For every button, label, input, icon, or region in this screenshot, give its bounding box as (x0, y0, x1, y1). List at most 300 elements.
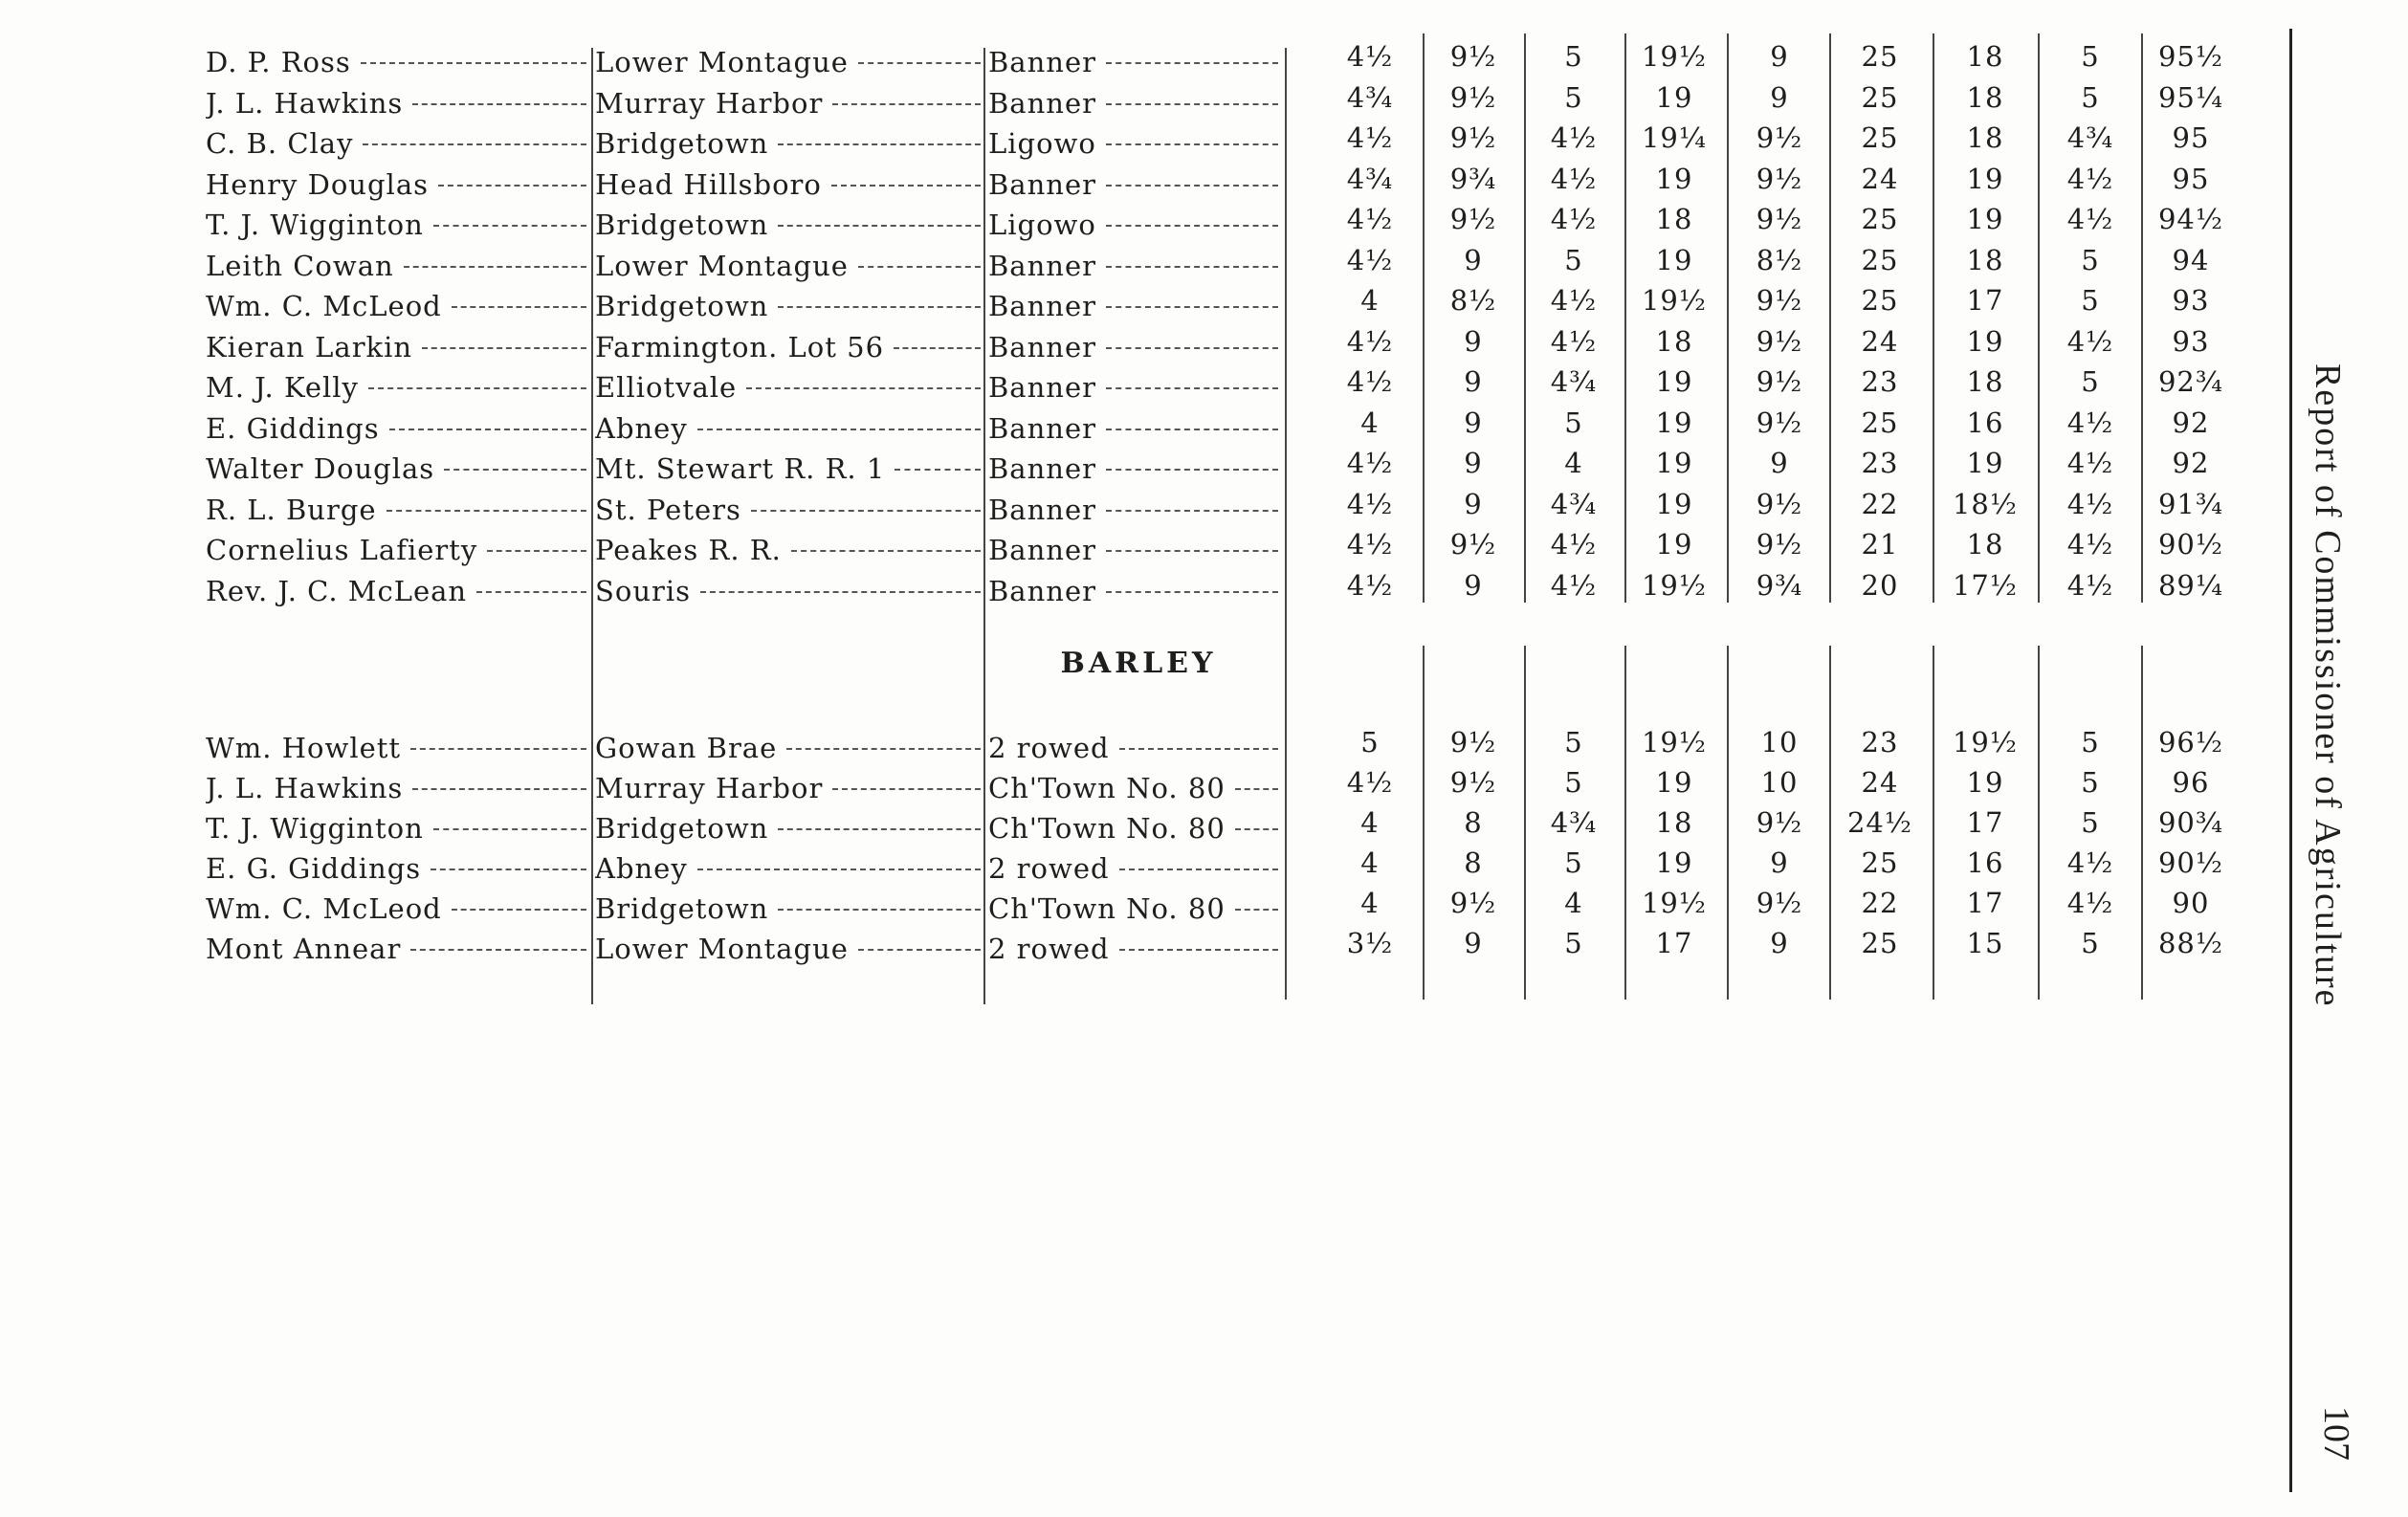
score-cell: 19 (1655, 80, 1693, 114)
score-cell: 25 (1861, 846, 1899, 879)
dot-leader (1106, 185, 1278, 187)
score-cell: 19 (1655, 162, 1693, 195)
score-cell: 4½ (2066, 203, 2114, 235)
grower-location (595, 812, 983, 845)
score-cell: 4½ (1346, 568, 1394, 602)
dot-leader (858, 62, 981, 64)
grain-variety (988, 452, 1280, 485)
grain-variety (988, 732, 1280, 764)
dot-leader (746, 387, 981, 389)
grower-location (595, 371, 983, 404)
score-cell: 19 (1966, 162, 2004, 195)
score-cell: 18½ (1952, 487, 2018, 520)
grain-variety (988, 852, 1280, 885)
score-cell: 19 (1655, 406, 1693, 439)
score-cell: 19 (1655, 766, 1693, 799)
grain-variety-text: Banner (988, 534, 1096, 566)
grain-variety (988, 412, 1280, 445)
grower-name (206, 732, 588, 764)
grain-variety-text: Banner (988, 411, 1096, 445)
dot-leader (791, 550, 981, 552)
score-cell: 4½ (1346, 40, 1394, 73)
dot-leader (786, 748, 981, 750)
dot-leader (1106, 550, 1278, 552)
score-cell: 8½ (1756, 243, 1803, 276)
score-cell: 18 (1966, 365, 2004, 398)
grower-name-text: Rev. J. C. McLean (206, 574, 468, 607)
running-title: Report of Commissioner of Agriculture (2308, 363, 2348, 1008)
dot-leader (858, 266, 981, 268)
score-cell: 4½ (2066, 162, 2114, 195)
score-cell: 4½ (1550, 528, 1598, 561)
grain-variety (988, 87, 1280, 120)
dot-leader (476, 591, 586, 593)
score-cell: 25 (1861, 284, 1899, 317)
score-cell: 18 (1966, 80, 2004, 114)
grower-name (206, 127, 588, 160)
score-cell: 21 (1861, 528, 1899, 561)
grower-location-text: Lower Montague (595, 933, 849, 965)
grower-location (595, 933, 983, 965)
grower-name (206, 575, 588, 607)
grower-location-text: Gowan Brae (595, 732, 778, 764)
dot-leader (1106, 103, 1278, 105)
dot-leader (1235, 909, 1278, 911)
score-cell: 15 (1966, 927, 2004, 959)
score-cell: 19½ (1641, 726, 1707, 758)
dot-leader (778, 828, 981, 830)
score-cell: 9½ (1756, 284, 1803, 317)
score-cell: 19 (1655, 243, 1693, 276)
score-cell: 23 (1861, 365, 1899, 398)
score-cell: 4½ (1346, 324, 1394, 358)
grower-name (206, 933, 588, 965)
column-divider (591, 48, 593, 1004)
score-total: 93 (2172, 284, 2210, 317)
column-divider (2038, 646, 2040, 1000)
score-cell: 4½ (1346, 447, 1394, 479)
dot-leader (751, 510, 981, 512)
score-cell: 5 (2081, 726, 2100, 758)
score-cell: 9 (1464, 243, 1483, 276)
grower-location-text: Peakes R. R. (595, 534, 782, 566)
column-divider (1285, 48, 1287, 1000)
grower-location-text: St. Peters (595, 493, 741, 526)
grower-location (595, 87, 983, 120)
score-cell: 4¾ (1550, 365, 1598, 398)
grain-variety (988, 46, 1280, 78)
grain-variety-text: Banner (988, 452, 1096, 485)
score-cell: 4½ (2066, 447, 2114, 479)
score-total: 92 (2172, 406, 2210, 439)
grain-variety-text: Banner (988, 86, 1096, 120)
grower-location-text: Abney (595, 411, 688, 445)
grain-variety (988, 575, 1280, 607)
dot-leader (387, 510, 586, 512)
score-cell: 24 (1861, 766, 1899, 799)
score-cell: 9½ (1449, 887, 1497, 919)
grower-location-text: Lower Montague (595, 46, 849, 78)
score-cell: 4½ (1346, 121, 1394, 154)
score-cell: 17 (1966, 887, 2004, 919)
grower-location (595, 494, 983, 526)
column-divider (1524, 646, 1526, 1000)
score-cell: 25 (1861, 121, 1899, 154)
grower-name (206, 852, 588, 885)
grower-location (595, 412, 983, 445)
grain-variety-text: Banner (988, 167, 1096, 201)
score-cell: 5 (2081, 365, 2100, 398)
score-cell: 4½ (1346, 203, 1394, 235)
score-cell: 20 (1861, 568, 1899, 602)
score-cell: 9½ (1756, 487, 1803, 520)
score-cell: 9½ (1756, 528, 1803, 561)
grower-name-text: T. J. Wigginton (206, 209, 424, 241)
score-cell: 4 (1360, 887, 1380, 919)
score-cell: 24 (1861, 162, 1899, 195)
grower-name (206, 46, 588, 78)
dot-leader (438, 185, 586, 187)
grower-name-text: J. L. Hawkins (206, 772, 404, 804)
grower-location (595, 168, 983, 201)
dot-leader (832, 103, 981, 105)
score-cell: 5 (1564, 766, 1583, 799)
score-cell: 5 (2081, 927, 2100, 959)
dot-leader (363, 143, 586, 145)
grower-name (206, 250, 588, 282)
grain-variety (988, 534, 1280, 566)
grower-location (595, 290, 983, 322)
dot-leader (778, 225, 981, 227)
dot-leader (832, 788, 981, 790)
grower-location (595, 452, 983, 485)
score-cell: 4½ (1550, 162, 1598, 195)
score-cell: 4½ (1346, 528, 1394, 561)
grower-location-text: Abney (595, 852, 688, 885)
score-cell: 9 (1464, 487, 1483, 520)
grower-name-text: E. G. Giddings (206, 852, 422, 885)
grower-location (595, 209, 983, 241)
score-cell: 18 (1966, 40, 2004, 73)
dot-leader (1106, 225, 1278, 227)
grain-variety (988, 127, 1280, 160)
column-divider (1524, 33, 1526, 603)
score-cell: 5 (1564, 40, 1583, 73)
score-cell: 4½ (1550, 121, 1598, 154)
score-cell: 24½ (1846, 806, 1912, 839)
score-cell: 5 (2081, 806, 2100, 839)
grower-name-text: E. Giddings (206, 411, 380, 445)
column-divider (1423, 646, 1425, 1000)
score-cell: 5 (1564, 927, 1583, 959)
score-cell: 5 (1564, 846, 1583, 879)
score-cell: 9¾ (1449, 162, 1497, 195)
score-cell: 5 (1564, 406, 1583, 439)
grower-name (206, 290, 588, 322)
score-cell: 5 (1564, 243, 1583, 276)
column-divider (1727, 33, 1729, 603)
score-cell: 9 (1770, 447, 1789, 479)
score-cell: 9 (1464, 324, 1483, 358)
dot-leader (422, 347, 586, 349)
score-total: 88½ (2157, 927, 2223, 959)
barley-heading: BARLEY (1060, 647, 1217, 680)
score-cell: 9 (1464, 927, 1483, 959)
column-divider (1423, 33, 1425, 603)
score-cell: 9½ (1449, 203, 1497, 235)
grain-variety-text: Banner (988, 46, 1096, 78)
dot-leader (410, 949, 586, 951)
grower-location-text: Head Hillsboro (595, 167, 822, 201)
grower-location (595, 892, 983, 925)
dot-leader (1106, 143, 1278, 145)
grower-location-text: Bridgetown (595, 892, 769, 925)
score-cell: 3½ (1346, 927, 1394, 959)
dot-leader (1106, 62, 1278, 64)
grower-name (206, 412, 588, 445)
score-cell: 8 (1464, 846, 1483, 879)
grain-variety-text: Banner (988, 249, 1096, 282)
dot-leader (1235, 828, 1278, 830)
grower-name-text: J. L. Hawkins (206, 86, 404, 120)
score-total: 90 (2172, 887, 2210, 919)
score-cell: 5 (1564, 80, 1583, 114)
score-cell: 4¾ (2066, 121, 2114, 154)
grain-variety (988, 812, 1280, 845)
score-cell: 5 (2081, 284, 2100, 317)
score-cell: 4½ (1346, 365, 1394, 398)
score-cell: 19½ (1641, 568, 1707, 602)
score-total: 90½ (2157, 528, 2223, 561)
dot-leader (778, 143, 981, 145)
dot-leader (361, 62, 586, 64)
grain-variety-text: Ligowo (988, 209, 1096, 241)
score-cell: 4 (1360, 406, 1380, 439)
score-total: 95¼ (2157, 80, 2223, 114)
dot-leader (368, 387, 586, 389)
score-cell: 5 (1564, 726, 1583, 758)
score-cell: 19 (1966, 203, 2004, 235)
grower-name (206, 892, 588, 925)
score-cell: 4½ (1346, 243, 1394, 276)
grower-location (595, 772, 983, 804)
score-cell: 4½ (1550, 568, 1598, 602)
score-cell: 17½ (1952, 568, 2018, 602)
dot-leader (431, 868, 586, 870)
score-total: 95 (2172, 121, 2210, 154)
score-total: 91¾ (2157, 487, 2223, 520)
score-cell: 4 (1360, 284, 1380, 317)
grower-location-text: Mt. Stewart R. R. 1 (595, 452, 886, 485)
grower-name (206, 494, 588, 526)
grower-location-text: Murray Harbor (595, 86, 824, 120)
grower-location-text: Elliotvale (595, 371, 738, 404)
score-cell: 25 (1861, 927, 1899, 959)
score-cell: 16 (1966, 406, 2004, 439)
grower-location-text: Bridgetown (595, 127, 769, 160)
grain-variety (988, 331, 1280, 363)
dot-leader (433, 225, 586, 227)
grower-location (595, 534, 983, 566)
score-total: 89¼ (2157, 568, 2223, 602)
score-cell: 9 (1464, 568, 1483, 602)
grower-name-text: Kieran Larkin (206, 330, 413, 363)
dot-leader (1106, 387, 1278, 389)
grower-location (595, 732, 983, 764)
score-cell: 19 (1655, 528, 1693, 561)
score-cell: 9 (1464, 406, 1483, 439)
grain-variety-text: 2 rowed (988, 933, 1110, 965)
score-cell: 4¾ (1550, 487, 1598, 520)
grain-variety-text: Ch'Town No. 80 (988, 892, 1226, 925)
dot-leader (831, 185, 981, 187)
score-cell: 4½ (1550, 324, 1598, 358)
score-cell: 25 (1861, 243, 1899, 276)
score-cell: 22 (1861, 487, 1899, 520)
grower-name (206, 452, 588, 485)
score-cell: 4½ (2066, 324, 2114, 358)
score-cell: 8 (1464, 806, 1483, 839)
score-cell: 9½ (1449, 528, 1497, 561)
score-cell: 10 (1760, 726, 1799, 758)
dot-leader (1106, 266, 1278, 268)
score-cell: 18 (1966, 243, 2004, 276)
score-cell: 9½ (1756, 806, 1803, 839)
column-divider (2038, 33, 2040, 603)
score-cell: 18 (1966, 121, 2004, 154)
grower-name (206, 812, 588, 845)
grower-location (595, 331, 983, 363)
grower-location-text: Farmington. Lot 56 (595, 330, 885, 363)
grain-variety-text: Banner (988, 330, 1096, 363)
score-cell: 4½ (2066, 487, 2114, 520)
dot-leader (433, 828, 586, 830)
grain-variety (988, 209, 1280, 241)
score-total: 94½ (2157, 203, 2223, 235)
grower-location (595, 127, 983, 160)
grower-location-text: Bridgetown (595, 209, 769, 241)
column-divider (1727, 646, 1729, 1000)
score-cell: 19 (1966, 766, 2004, 799)
score-cell: 5 (2081, 80, 2100, 114)
score-cell: 8½ (1449, 284, 1497, 317)
grain-variety-text: Banner (988, 493, 1096, 526)
score-total: 94 (2172, 243, 2210, 276)
score-cell: 25 (1861, 203, 1899, 235)
grain-variety (988, 371, 1280, 404)
score-cell: 9½ (1756, 406, 1803, 439)
dot-leader (697, 868, 981, 870)
grain-variety-text: 2 rowed (988, 732, 1110, 764)
score-cell: 4½ (1550, 284, 1598, 317)
dot-leader (1106, 347, 1278, 349)
score-cell: 19½ (1952, 726, 2018, 758)
score-cell: 4 (1360, 846, 1380, 879)
score-cell: 9¾ (1756, 568, 1803, 602)
score-cell: 5 (2081, 243, 2100, 276)
grower-name (206, 209, 588, 241)
grain-variety (988, 290, 1280, 322)
score-cell: 9 (1770, 80, 1789, 114)
score-cell: 9 (1464, 365, 1483, 398)
score-cell: 4¾ (1346, 80, 1394, 114)
dot-leader (1106, 306, 1278, 308)
score-cell: 4½ (2066, 887, 2114, 919)
grain-variety (988, 892, 1280, 925)
dot-leader (1235, 788, 1278, 790)
grower-location (595, 852, 983, 885)
score-total: 96 (2172, 766, 2210, 799)
score-total: 96½ (2157, 726, 2223, 758)
score-cell: 18 (1966, 528, 2004, 561)
score-cell: 22 (1861, 887, 1899, 919)
column-divider (1624, 33, 1626, 603)
column-divider (1933, 646, 1934, 1000)
score-cell: 23 (1861, 447, 1899, 479)
score-cell: 19 (1655, 846, 1693, 879)
score-cell: 17 (1966, 284, 2004, 317)
score-cell: 4½ (2066, 568, 2114, 602)
grain-variety (988, 250, 1280, 282)
column-divider (1829, 646, 1831, 1000)
score-cell: 4 (1564, 447, 1583, 479)
dot-leader (410, 748, 586, 750)
score-cell: 9 (1770, 40, 1789, 73)
score-cell: 4½ (1346, 487, 1394, 520)
score-total: 95½ (2157, 40, 2223, 73)
grain-variety (988, 168, 1280, 201)
score-cell: 25 (1861, 406, 1899, 439)
score-cell: 17 (1966, 806, 2004, 839)
score-cell: 19 (1966, 324, 2004, 358)
score-cell: 5 (2081, 40, 2100, 73)
grower-name (206, 534, 588, 566)
score-cell: 25 (1861, 40, 1899, 73)
dot-leader (697, 429, 981, 430)
grower-name (206, 371, 588, 404)
grower-name-text: M. J. Kelly (206, 371, 359, 404)
column-divider (1933, 33, 1934, 603)
score-cell: 4½ (1550, 203, 1598, 235)
grower-location (595, 250, 983, 282)
dot-leader (1106, 469, 1278, 471)
score-cell: 4 (1360, 806, 1380, 839)
grower-name-text: Henry Douglas (206, 167, 429, 201)
dot-leader (1119, 748, 1278, 750)
dot-leader (452, 306, 586, 308)
score-cell: 9 (1770, 927, 1789, 959)
score-cell: 4¾ (1550, 806, 1598, 839)
score-cell: 16 (1966, 846, 2004, 879)
dot-leader (1119, 949, 1278, 951)
grower-name-text: Leith Cowan (206, 249, 394, 282)
grower-name (206, 331, 588, 363)
grower-name-text: Wm. C. McLeod (206, 290, 442, 322)
grower-name-text: C. B. Clay (206, 127, 354, 160)
score-cell: 9 (1770, 846, 1789, 879)
column-divider (2141, 33, 2143, 603)
grain-variety-text: Banner (988, 574, 1096, 607)
score-cell: 4 (1564, 887, 1583, 919)
column-divider (2141, 646, 2143, 1000)
score-total: 92 (2172, 447, 2210, 479)
dot-leader (895, 469, 981, 471)
dot-leader (404, 266, 586, 268)
score-cell: 9½ (1756, 203, 1803, 235)
score-cell: 19 (1655, 487, 1693, 520)
score-cell: 23 (1861, 726, 1899, 758)
grower-location (595, 46, 983, 78)
